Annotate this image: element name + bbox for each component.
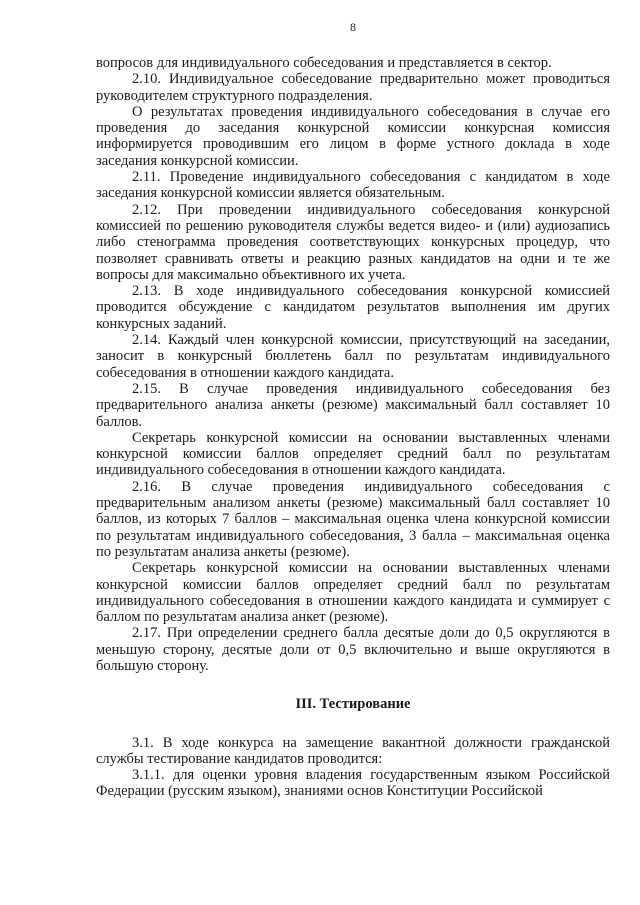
paragraph: 2.16. В случае проведения индивидуального собеседования с предварительным анализом анкеты (резюме) максимальный балл составляет 10 баллов, из которых 7 баллов – максимальная оценка члена конкурсной комиссии по результатам индивидуального собеседования, 3 балла – максимальная оценка по результатам анализа анкеты (резюме). xyxy=(96,478,610,560)
paragraph: 2.17. При определении среднего балла десятые доли до 0,5 округляются в меньшую сторону, десятые доли от 0,5 включительно и выше округляются в большую сторону. xyxy=(96,625,610,674)
paragraph: О результатах проведения индивидуального собеседования в случае его проведения до заседания конкурсной комиссии конкурсная комиссия информируется проводившим его лицом в форме устного доклада в ходе заседания конкурсной комиссии. xyxy=(96,103,610,169)
paragraph: 2.13. В ходе индивидуального собеседования конкурсной комиссией проводится обсуждение с кандидатом результатов выполнения им других конкурсных заданий. xyxy=(96,283,610,332)
document-body xyxy=(96,55,610,800)
paragraph: 2.14. Каждый член конкурсной комиссии, присутствующий на заседании, заносит в конкурсный бюллетень балл по результатам индивидуального собеседования в отношении каждого кандидата. xyxy=(96,332,610,381)
paragraphs-after-section xyxy=(96,735,610,800)
paragraph: 2.15. В случае проведения индивидуального собеседования без предварительного анализа анкеты (резюме) максимальный балл составляет 10 баллов. xyxy=(96,380,610,430)
paragraph: 2.10. Индивидуальное собеседование предварительно может проводиться руководителем структурного подразделения. xyxy=(96,71,610,104)
paragraph: 2.11. Проведение индивидуального собеседования с кандидатом в ходе заседания конкурсной комиссии является обязательным. xyxy=(96,169,610,202)
page-number: 8 xyxy=(350,20,356,34)
paragraph: 2.12. При проведении индивидуального собеседования конкурсной комиссией по решению руководителя службы ведется видео- и (или) аудиозапись либо стенограмма проведения соответствующих конкурсных процедур, что позволяет сравнивать ответы и реакцию разных кандидатов на одни и те же вопросы для максимально объективного их учета. xyxy=(96,201,610,283)
paragraph: вопросов для индивидуального собеседования и представляется в сектор. xyxy=(96,55,552,71)
paragraph: 3.1. В ходе конкурса на замещение вакантной должности гражданской службы тестирование кандидатов проводится: xyxy=(96,734,610,767)
paragraphs-before-section xyxy=(96,55,610,674)
paragraph: Секретарь конкурсной комиссии на основании выставленных членами конкурсной комиссии баллов определяет средний балл по результатам индивидуального собеседования в отношении каждого кандидата и суммирует с баллом по результатам анализа анкет (резюме). xyxy=(96,560,610,626)
paragraph: Секретарь конкурсной комиссии на основании выставленных членами конкурсной комиссии баллов определяет средний балл по результатам индивидуального собеседования в отношении каждого кандидата. xyxy=(96,429,610,479)
paragraph: 3.1.1. для оценки уровня владения государственным языком Российской Федерации (русским языком), знаниями основ Конституции Российской xyxy=(96,767,610,800)
section-heading: III. Тестирование xyxy=(295,696,411,713)
